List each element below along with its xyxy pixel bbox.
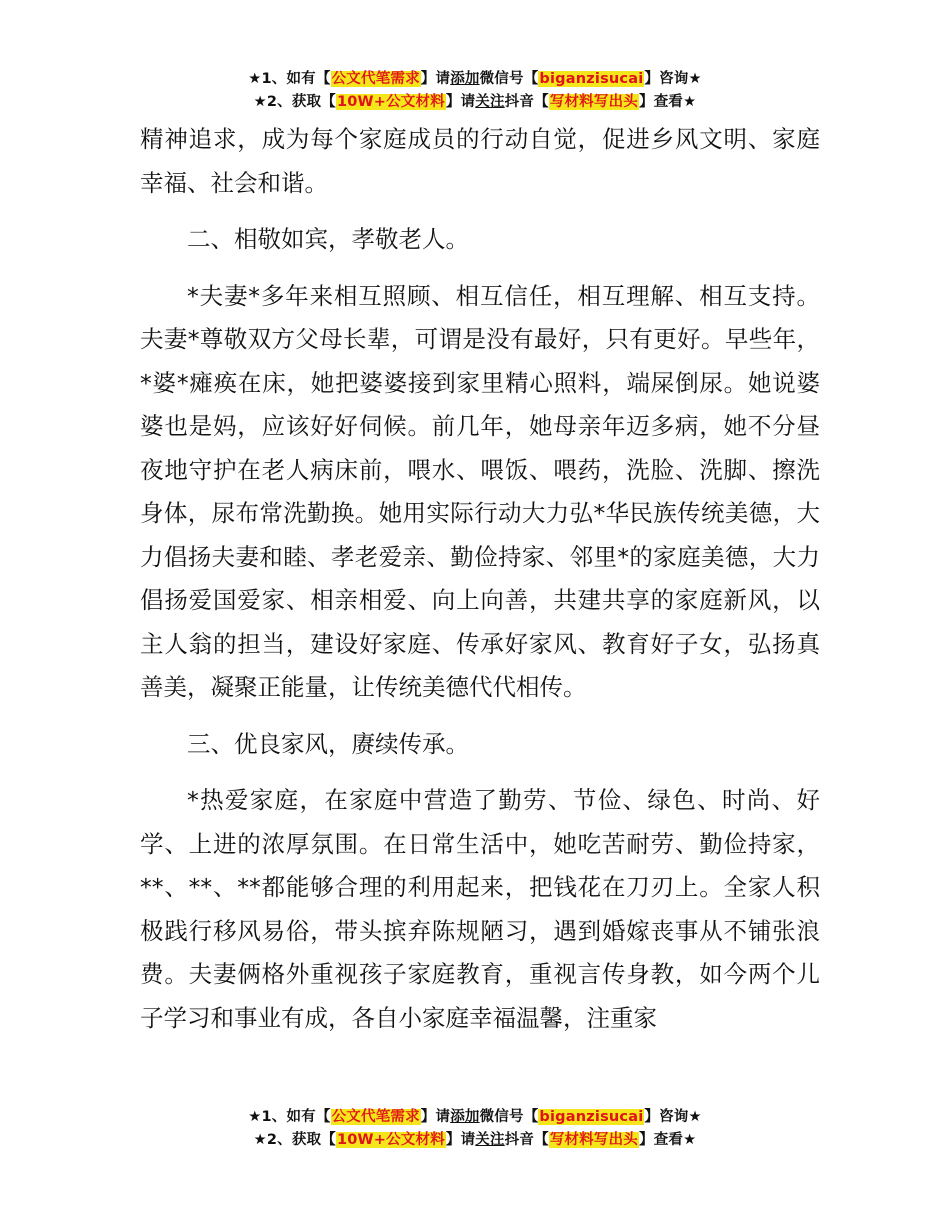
header-line-2: ★2、获取【10W+公文材料】请关注抖音【写材料写出头】查看★ [253,94,697,110]
paragraph-continued: 精神追求，成为每个家庭成员的行动自觉，促进乡风文明、家庭幸福、社会和谐。 [140,125,820,197]
highlight-text: 10W+公文材料 [336,94,445,110]
wechat-id: biganzisucai [539,1109,644,1125]
highlight-text: 10W+公文材料 [336,1132,445,1148]
highlight-text: 公文代笔需求 [331,71,420,87]
header-banner [0,68,950,114]
highlight-text: 公文代笔需求 [331,1109,420,1125]
section-heading-3: 三、优良家风，赓续传承。 [187,729,469,758]
section-heading-2: 二、相敬如宾，孝敬老人。 [187,225,469,253]
footer-line-1: ★1、如有【公文代笔需求】请添加微信号【biganzisucai】咨询★ [248,1109,702,1125]
header-line-1: ★1、如有【公文代笔需求】请添加微信号【biganzisucai】咨询★ [248,71,702,87]
douyin-account: 写材料写出头 [549,94,639,110]
document-body [140,118,820,1053]
wechat-id: biganzisucai [539,71,644,87]
footer-line-2: ★2、获取【10W+公文材料】请关注抖音【写材料写出头】查看★ [253,1132,697,1148]
douyin-account: 写材料写出头 [549,1132,639,1148]
footer-banner [0,1106,950,1152]
paragraph: *夫妻*多年来相互照顾、相互信任，相互理解、相互支持。夫妻*尊敬双方父母长辈，可谓是没有最好，只有更好。早些年，*婆*瘫痪在床，她把婆婆接到家里精心照料，端屎倒尿。她说婆婆也是妈，应该好好伺候。前几年，她母亲年迈多病，她不分昼夜地守护在老人病床前，喂水、喂饭、喂药，洗脸、洗脚、擦洗身体，尿布常洗勤换。她用实际行动大力弘*华民族传统美德，大力倡扬夫妻和睦、孝老爱亲、勤俭持家、邻里*的家庭美德，大力倡扬爱国爱家、相亲相爱、向上向善，共建共享的家庭新风，以主人翁的担当，建设好家庭、传承好家风、教育好子女，弘扬真善美，凝聚正能量，让传统美德代代相传。 [140,281,820,701]
paragraph: *热爱家庭，在家庭中营造了勤劳、节俭、绿色、时尚、好学、上进的浓厚氛围。在日常生活中，她吃苦耐劳、勤俭持家，**、**、**都能够合理的利用起来，把钱花在刀刃上。全家人积极践行移风易俗，带头摈弃陈规陋习，遇到婚嫁丧事从不铺张浪费。夫妻俩格外重视孩子家庭教育，重视言传身教，如今两个儿子学习和事业有成，各自小家庭幸福温馨，注重家 [140,786,820,1032]
